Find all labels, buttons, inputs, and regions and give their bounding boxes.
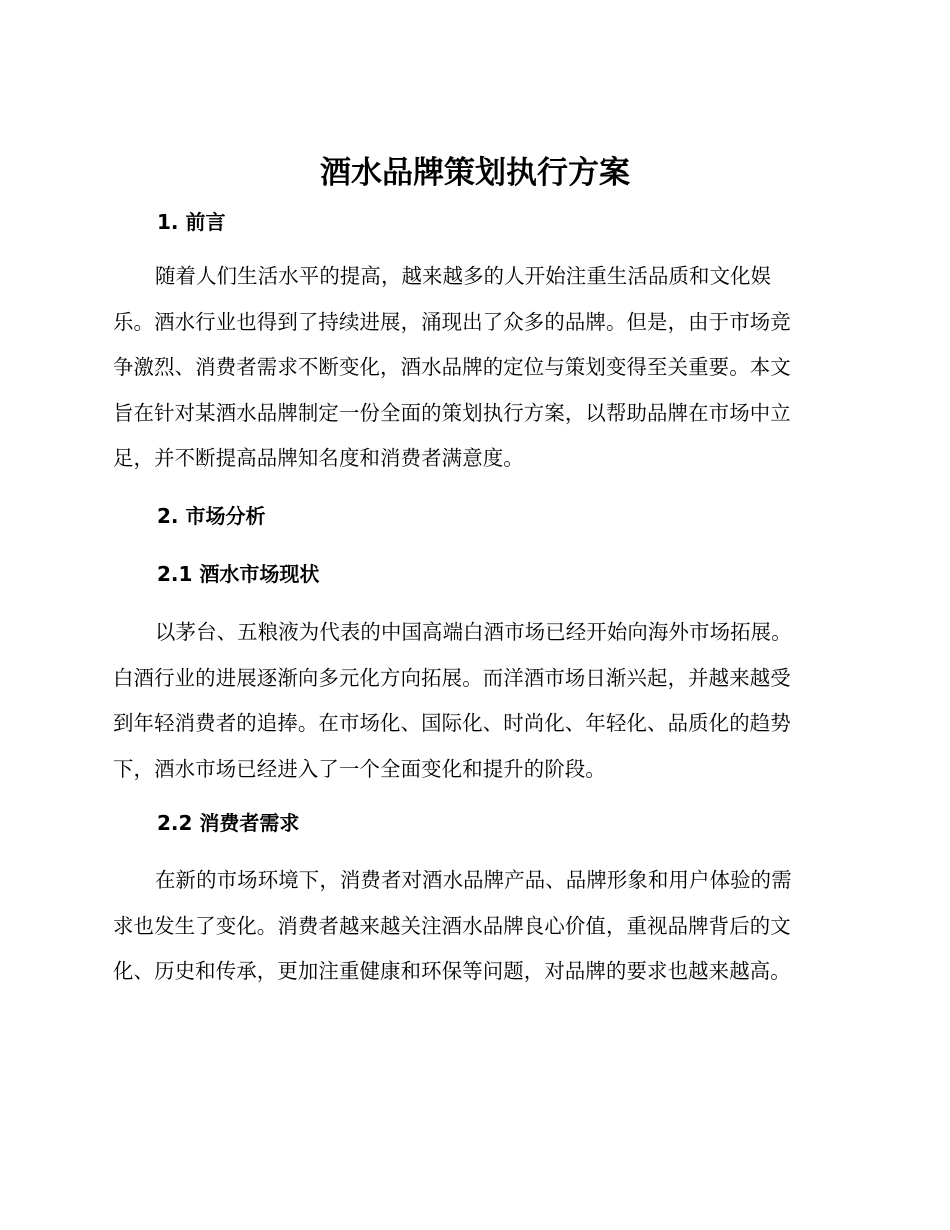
section-heading-market-analysis: 2. 市场分析	[157, 504, 266, 528]
paragraph-line: 以茅台、五粮液为代表的中国高端白酒市场已经开始向海外市场拓展。	[155, 620, 792, 644]
section-heading-preface: 1. 前言	[157, 210, 226, 234]
paragraph-line: 随着人们生活水平的提高，越来越多的人开始注重生活品质和文化娱	[155, 264, 772, 288]
paragraph-line: 在新的市场环境下，消费者对酒水品牌产品、品牌形象和用户体验的需	[155, 868, 792, 892]
paragraph-line: 足，并不断提高品牌知名度和消费者满意度。	[113, 446, 524, 470]
paragraph-line: 下，酒水市场已经进入了一个全面变化和提升的阶段。	[113, 756, 606, 781]
paragraph-line: 白酒行业的进展逐渐向多元化方向拓展。而洋酒市场日渐兴起，并越来越受	[113, 665, 791, 690]
preface-paragraph	[113, 254, 834, 482]
section-heading-consumer-demand: 2.2 消费者需求	[157, 811, 300, 835]
paragraph-line: 争激烈、消费者需求不断变化，酒水品牌的定位与策划变得至关重要。本文	[113, 355, 791, 379]
section-heading-market-status: 2.1 酒水市场现状	[157, 562, 320, 586]
document-title: 酒水品牌策划执行方案	[320, 155, 630, 191]
consumer-demand-paragraph	[113, 858, 834, 995]
paragraph-line: 到年轻消费者的追捧。在市场化、国际化、时尚化、年轻化、品质化的趋势	[113, 711, 791, 735]
market-status-paragraph	[113, 610, 834, 792]
paragraph-line: 乐。酒水行业也得到了持续进展，涌现出了众多的品牌。但是，由于市场竞	[113, 309, 791, 334]
paragraph-line: 旨在针对某酒水品牌制定一份全面的策划执行方案，以帮助品牌在市场中立	[113, 400, 791, 425]
paragraph-line: 求也发生了变化。消费者越来越关注酒水品牌良心价值，重视品牌背后的文	[113, 913, 791, 938]
paragraph-line: 化、历史和传承，更加注重健康和环保等问题，对品牌的要求也越来越高。	[113, 959, 791, 983]
